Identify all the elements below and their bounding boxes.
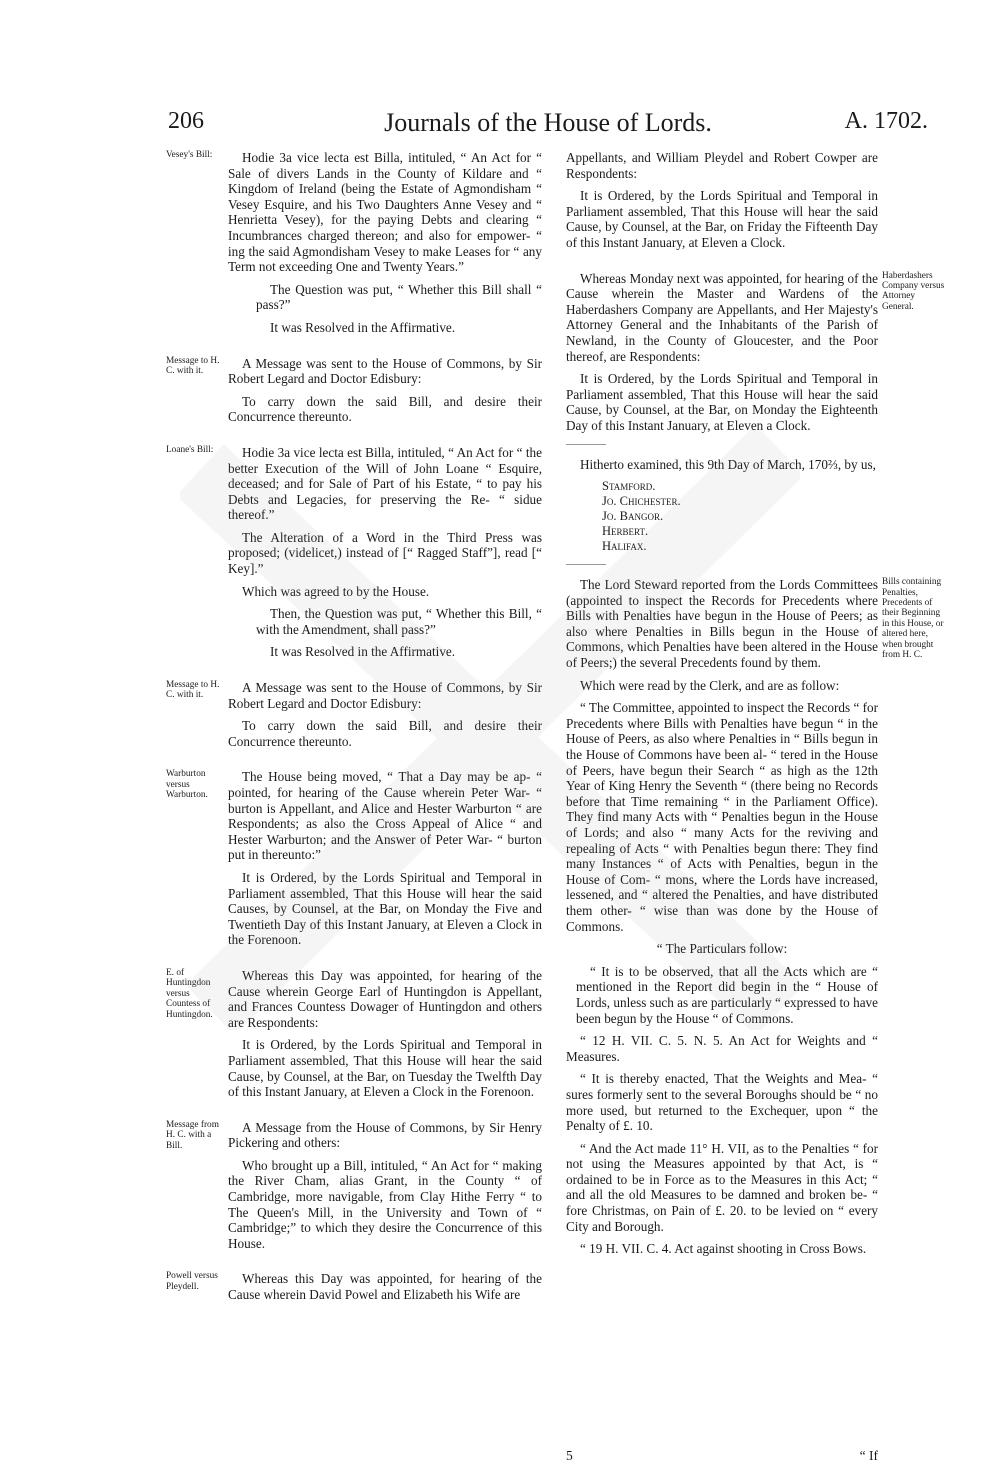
entry-lord-steward-report [566,577,944,934]
entry-message-to-commons [166,680,542,749]
section-divider [566,564,606,565]
entry-paragraph: Which were read by the Clerk, and are as follow: [580,677,840,693]
signatory: Jo. Bangor. [602,509,664,524]
signatory: Halifax. [602,539,647,554]
margin-note: Warburton versus Warburton. [166,769,208,801]
right-column [566,150,945,1264]
precedent-paragraph: “ 12 H. VII. C. 5. N. 5. An Act for Weights and “ Measures. [566,1033,878,1064]
entry-paragraph: A Message was sent to the House of Commons, by Sir Robert Legard and Doctor Edisbury: [228,680,542,711]
margin-note: Powell versus Pleydell. [166,1271,218,1292]
entry-paragraph: Which was agreed to by the House. [242,583,430,599]
entry-paragraph: It is Ordered, by the Lords Spiritual and Temporal in Parliament assembled, That this House will hear the said Cause, by Counsel, at the Bar, on Friday the Fifteenth Day of this Instant January, at Eleven a Clock. [566,188,878,250]
entry-paragraph: It is Ordered, by the Lords Spiritual and Temporal in Parliament assembled, That this House will hear the said Causes, by Counsel, at the Bar, on Monday the Five and Twentieth Day of this Instant January, at Eleven a Clock in the Forenoon. [228,869,542,948]
entry-warburton [166,769,542,948]
entry-paragraph: The Alteration of a Word in the Third Press was proposed; (videlicet,) instead of [“ Ragged Staff”], read [“ Key].” [228,529,542,577]
margin-note: Message to H. C. with it. [166,355,220,376]
entry-powell [166,1271,542,1303]
entry-paragraph: Appellants, and William Pleydel and Robert Cowper are Respondents: [566,150,878,181]
catchword: “ If [859,1448,878,1463]
entry-paragraph: To carry down the said Bill, and desire their Concurrence thereunto. [228,393,542,425]
entry-paragraph: The Lord Steward reported from the Lords Committees (appointed to inspect the Records for Precedents where Bills with Penalties have begun in the House of Peers; as also where Penalties in Bills begun in the House of Commons, which Penalties have been altered in the House of Peers;) the several Precedents found by them. [566,577,878,671]
entry-haberdashers [566,270,945,434]
left-column [166,150,542,1310]
entry-paragraph: Who brought up a Bill, intituled, “ An Act for “ making the River Cham, alias Grant, in the County “ of Cambridge, more navigable, from Clay Hithe Ferry “ to The Queen's Mill, in the University and Town of “ Cambridge;” to which they desire the Concurrence of this House. [228,1157,542,1251]
entry-message-to-commons [166,355,542,425]
page-header [168,108,928,142]
entry-message-from-commons [166,1119,542,1252]
entry-huntingdon [166,967,542,1100]
margin-note: Bills containing Penalties, Precedents of their Beginning in this House, or altered here, when brought from H. C. [882,577,944,660]
precedent-paragraph: “ And the Act made 11° H. VII, as to the Penalties “ for not using the Measures appointed by that Act, is “ ordained to be in Force as to the Measures in this Act; “ and all the old Measures to be damned and broken be- “ fore Christmas, on Pain of £. 20. to be levied on “ every City and Borough. [566,1140,878,1234]
margin-note: Message from H. C. with a Bill. [166,1119,219,1151]
margin-note: Haberdashers Company versus Attorney General. [882,270,945,312]
examined-line: Hitherto examined, this 9th Day of March, 170⅔, by us, [580,456,876,472]
page-number: 206 [168,108,204,134]
question-line: The Question was put, “ Whether this Bill shall “ pass?” [256,281,542,313]
entry-loane-bill [166,444,542,660]
margin-note: Vesey's Bill: [166,150,213,160]
entry-paragraph: “ The Committee, appointed to inspect the Records “ for Precedents where Bills with Penalties have begun “ in the House of Peers, as also where Penalties in “ Bills begun in the House of Commons have been al- “ tered in the House of Peers, have begun their Search “ as high as the 12th Year of King Henry the Seventh “ (there being no Records before that Time remaining “ in the Parliament Office). They find many Acts with “ Penalties begun in the House of Lords; and also “ many Acts for the reviving and repealing of Acts “ with Penalties begun there: They find many Instances “ of Acts with Penalties, begun in the House of Com- “ mons, where the Lords have increased, lessened, and “ altered the Penalties, and have distributed them other- “ wise than was done by the House of Commons. [566,700,878,934]
entry-paragraph: Whereas Monday next was appointed, for hearing of the Cause wherein the Master and Wardens of the Haberdashers Company are Appellants, and Her Majesty's Attorney General and the Inhabitants of the Parish of Newland, in the County of Gloucester, and the Poor thereof, are Respondents: [566,270,878,364]
entry-paragraph: It is Ordered, by the Lords Spiritual and Temporal in Parliament assembled, That this House will hear the said Cause, by Counsel, at the Bar, on Monday the Eighteenth Day of this Instant January, at Eleven a Clock. [566,371,878,433]
signatory: Herbert. [602,524,649,539]
entry-paragraph: A Message from the House of Commons, by Sir Henry Pickering and others: [228,1119,542,1151]
journal-year: A. 1702. [844,108,928,134]
entry-paragraph: A Message was sent to the House of Commons, by Sir Robert Legard and Doctor Edisbury: [228,355,542,387]
observed-paragraph: “ It is to be observed, that all the Acts which are “ mentioned in the Report did begin in the “ House of Lords, unless such as are particularly “ expressed to have been begun by the House “ of Commons. [576,963,878,1026]
entry-paragraph: It is Ordered, by the Lords Spiritual and Temporal in Parliament assembled, That this House will hear the said Cause, by Counsel, at the Bar, on Tuesday the Twelfth Day of this Instant January, at Eleven a Clock in the Forenoon. [228,1037,542,1100]
entry-paragraph: Whereas this Day was appointed, for hearing of the Cause wherein David Powel and Elizabeth his Wife are [228,1271,542,1303]
margin-note: Loane's Bill: [166,444,214,455]
entry-paragraph: Hodie 3a vice lecta est Billa, intituled, “ An Act for “ the better Execution of the Will of John Loane “ Esquire, deceased; and for Sale of Part of his Estate, “ to pay his Debts and Legacies, for preserving the Re- “ sidue thereof.” [228,444,542,523]
signature-mark: 5 [566,1448,573,1463]
resolution-line: It was Resolved in the Affirmative. [270,319,456,335]
margin-note: Message to H. C. with it. [166,680,220,701]
entry-paragraph: To carry down the said Bill, and desire their Concurrence thereunto. [228,718,542,749]
entry-vesey-bill [166,150,542,336]
margin-note: E. of Huntingdon versus Countess of Huntingdon. [166,967,213,1020]
journal-title: Journals of the House of Lords. [384,108,712,137]
signatory: Stamford. [602,479,656,494]
entry-paragraph: The House being moved, “ That a Day may be ap- “ pointed, for hearing of the Cause wherein Peter War- “ burton is Appellant, and Alice and Hester Warburton “ are Respondents; as also the Cross Appeal of Alice “ and Hester Warburton; and the Answer of Peter War- “ burton put in thereunto:” [228,769,542,863]
signatory: Jo. Chichester. [602,494,681,509]
resolution-line: It was Resolved in the Affirmative. [270,644,456,660]
precedent-paragraph: “ 19 H. VII. C. 4. Act against shooting in Cross Bows. [580,1241,867,1257]
entry-paragraph: Whereas this Day was appointed, for hearing of the Cause wherein George Earl of Huntingdon is Appellant, and Frances Countess Dowager of Huntingdon and others are Respondents: [228,967,542,1030]
precedent-paragraph: “ It is thereby enacted, That the Weights and Mea- “ sures formerly sent to the several Boroughs should be “ no more used, but returned to the Exchequer, upon “ the Penalty of £. 10. [566,1071,878,1134]
section-divider [566,444,606,445]
particulars-heading: “ The Particulars follow: [656,941,788,957]
entry-paragraph: Hodie 3a vice lecta est Billa, intituled, “ An Act for “ Sale of divers Lands in the County of Kildare and “ Kingdom of Ireland (being the Estate of Agmondisham “ Vesey Esquire, and his Two Daughters Anne Vesey and “ Henrietta Vesey), for the paying Debts and clearing “ Incumbrances charged thereon; and also for empower- “ ing the said Agmondisham Vesey to make Leases for “ any Term not exceeding One and Twenty Years.” [228,150,542,275]
question-line: Then, the Question was put, “ Whether this Bill, “ with the Amendment, shall pass?” [256,606,542,637]
